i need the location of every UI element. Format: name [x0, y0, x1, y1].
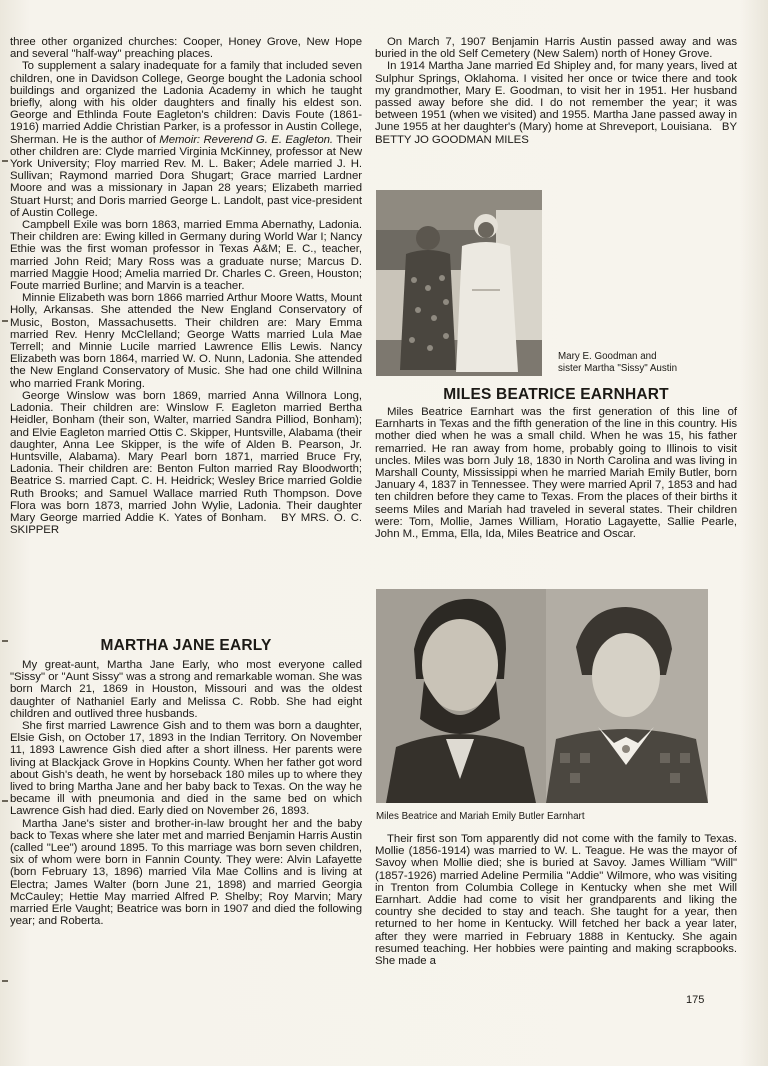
photo-illustration — [376, 589, 708, 803]
paragraph: Their first son Tom apparently did not come with the family to Texas. Mollie (1856-1914) was married to W. L. Teague. He was the mayor of Savoy when Mollie died; she is buried at Savoy. James William "Will" (1857-1926) married Adeline Permilia "Addie" Wilmore, who was visiting in Trenton from Columbia College in Kentucky when she met Will Earnhart. Addie had come to visit her grandparents and liking the country she decided to stay and teach. She taught for a year, then returned to her home in Kentucky. Will fetched her back a year later, after they were married in February 1888 in Kentucky. She again resumed teaching. Her hobbies were painting and making scrapbooks. She made a — [375, 833, 737, 968]
photo-illustration — [376, 190, 542, 376]
paragraph — [10, 60, 362, 219]
right-column-top — [375, 36, 737, 146]
binding-mark — [2, 320, 8, 322]
caption-line: Mary E. Goodman and — [558, 351, 657, 362]
paragraph — [10, 390, 362, 536]
byline: BY MRS. O. C. SKIPPER — [10, 511, 362, 537]
martha-column — [10, 659, 362, 927]
paragraph: On March 7, 1907 Benjamin Harris Austin passed away and was buried in the old Self Cemetery (New Salem) north of Honey Grove. — [375, 36, 737, 61]
binding-marks — [0, 0, 18, 1066]
section-heading-martha: MARTHA JANE EARLY — [100, 637, 272, 654]
paragraph: Martha Jane's sister and brother-in-law brought her and the baby back to Texas where she later met and married Benjamin Harris Austin (called "Lee") around 1895. To this marriage was born seven children, six of whom were born in Fannin County. They were: Alvin Lafayette (born February 13, 1896) married Vila Mae Collins and is living at Electra; James Walter (born June 21, 1898) and married Georgia McCauley; Hettie May married Alfred P. Shelby; Roy Marvin; Mary married Erle Vaught; Beatrice was born in 1907 and died the following year; and Roberta. — [10, 817, 362, 928]
left-column — [10, 36, 362, 536]
photo-two-women — [376, 190, 542, 376]
paragraph: Miles Beatrice Earnhart was the first generation of this line of Earnharts in Texas and the fifth generation of the line in this country. His mother died when he was a small child. When he was 15, his father remarried. He ran away from home, probably going to Illinois to visit uncles. Miles was born July 18, 1830 in North Carolina and was living in Marshall County, Mississippi when he married Mariah Emily Butler, born January 4, 1837 in Tennessee. They were married April 7, 1853 and had ten children before they came to Texas. From the places of their births it seems Miles and Mariah had traveled in several states. Their children were: Tom, Mollie, James William, Horatio Lagayette, Sallie Pearle, John M., Emma, Ella, Ida, Miles Beatrice and Oscar. — [375, 406, 737, 541]
paragraph: Minnie Elizabeth was born 1866 married Arthur Moore Watts, Mount Holly, Arkansas. She attended the New England Conservatory of Music, Boston, Massachusetts. Their children are: Mary Emma married Rev. Henry McClelland; George Watts married Lula Mae Terrell; and Minnie Lucile married Lawrence Ellis Lewis. Nancy Elizabeth was born 1864, married W. O. Nunn, Ladonia. She attended the New England Conservatory of Music. She had one child Willnina who married Frank Moring. — [10, 292, 362, 390]
binding-mark — [2, 640, 8, 642]
paragraph — [375, 60, 737, 145]
byline: BY BETTY JO GOODMAN MILES — [375, 121, 737, 146]
miles-column — [375, 406, 737, 540]
page-number: 175 — [686, 994, 705, 1006]
section-heading-miles: MILES BEATRICE EARNHART — [443, 386, 669, 403]
paragraph-text: Their other children are: Clyde married Virginia McKinney, professor at New York University; Floy married Rev. M. L. Baker; Adele married J. H. Sullivan; Raymond married Dora Shugart; Grace married Lardner Moore and was a missionary in Japan 28 years; Elizabeth married Stuart Hurst; and Doris married George L. Landolt, past vice-president of Austin College. — [10, 133, 362, 219]
paragraph: My great-aunt, Martha Jane Early, who most everyone called "Sissy" or "Aunt Sissy" was a strong and remarkable woman. She was born March 21, 1869 in Houston, Missouri and was the oldest daughter of Nathaniel Early and Melissa C. Robb. She had eight children and outlived three husbands. — [10, 659, 362, 720]
paragraph: three other organized churches: Cooper, Honey Grove, New Hope and several "half-way" preaching places. — [10, 36, 362, 61]
photo-caption: Miles Beatrice and Mariah Emily Butler Earnhart — [376, 811, 585, 822]
binding-mark — [2, 160, 8, 162]
paragraph-text: In 1914 Martha Jane married Ed Shipley and, for many years, lived at Sulphur Springs, Oklahoma. I visited her once or twice there and took my grandmother, Mary E. Goodman, to visit her in 1951. Her husband passed away before she did. I do not remember the year; it was between 1951 (when we visited) and 1955. Martha Jane passed away in June 1955 at her daughter's (Mary) home at Shreveport, Louisiana. — [375, 60, 737, 134]
paragraph-text: To supplement a salary inadequate for a family that included seven children, one in Davidson College, George bought the Ladonia school buildings and organized the Ladonia Academy in which he taught briefly, along with his older daughters and finally his eldest son. George and Ethlinda Foute Eagleton's children: Davis Foute (1861-1916) married Addie Christian Parker, is a professor in Austin College, Sherman. He is the author of — [10, 60, 362, 146]
binding-mark — [2, 800, 8, 802]
right-column-bottom — [375, 833, 737, 967]
binding-mark — [2, 980, 8, 982]
photo-couple-portrait — [376, 589, 708, 803]
paragraph: She first married Lawrence Gish and to them was born a daughter, Elsie Gish, on October 17, 1893 in the Indian Territory. On November 11, 1893 Lawrence Gish died after a short illness. Her parents were living at Blackjack Grove in Hopkins County. When her father got word about Gish's death, he went by horseback 180 miles up to where they lived to bring Martha Jane and her baby back to Texas. On the way he became ill with pneumonia and died in the same bed on which Lawrence Gish had died. Early died on November 26, 1893. — [10, 720, 362, 818]
paragraph-text: George Winslow was born 1869, married Anna Willnora Long, Ladonia. Their children are: Winslow F. Eagleton married Bertha Heidler, Bonham (their son, Walter, married Sandra Pilliod, Bonham); and Elvie Eagleton married Ottis C. Skipper, Huntsville, Alabama (their daughter, Anna Lee Skipper, is the wife of Alden B. Pearson, Jr. Huntsville, Alabama). Mary Pearl born 1871, married Bruce Fry, Ladonia. Their children are: Benton Fulton married Ray Bloodworth; Beatrice S. married Capt. C. H. Heidrick; Wesley Brice married Goldie Ruth Brooks; and Samuel Wallace married Ruth Thompson. Dove Flora was born 1873, married John Wylie, Ladonia. Their daughter Mary George married Addie K. Yates of Bonham. — [10, 389, 362, 524]
paragraph: Campbell Exile was born 1863, married Emma Abernathy, Ladonia. Their children are: Ewing killed in Germany during World War I; Nancy Ethie was the first woman professor in Texas A&M; E. C., teacher, married John Reid; Mary Ross was a graduate nurse; Marcus D. married Maggie Hood; Amelia married Dr. Charles C. Green, Houston; Foute married Burline; and Marvin is a teacher. — [10, 219, 362, 293]
book-title: Memoir: Reverend G. E. Eagleton. — [159, 133, 334, 146]
photo-caption — [558, 351, 728, 374]
caption-line: sister Martha "Sissy" Austin — [558, 362, 678, 374]
